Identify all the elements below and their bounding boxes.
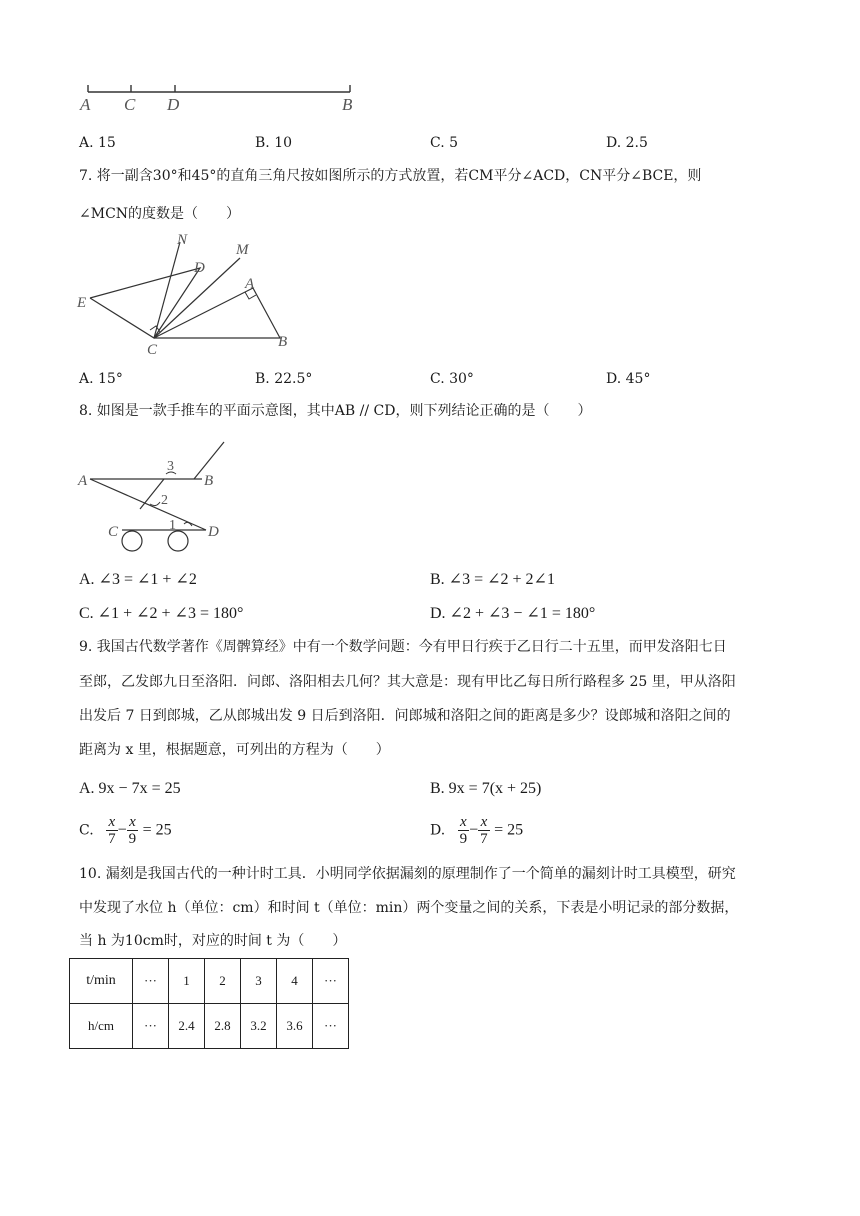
q7-question-line-2: ∠MCN的度数是（ ） (79, 206, 241, 222)
q7-option-a[interactable]: A. 15° (79, 371, 123, 387)
q8-label-c: C (108, 524, 119, 540)
q9-question-line-1: 9. 我国古代数学著作《周髀算经》中有一个数学问题：今有甲日行疾于乙日行二十五里，而甲发洛阳七日 (79, 639, 727, 655)
q8-label-2: 2 (161, 493, 168, 508)
table-row (70, 959, 349, 1004)
q10-row1-cell: 4 (277, 959, 313, 1004)
q9-question-line-4: 距离为 x 里，根据题意，可列出的方程为（ ） (79, 742, 390, 758)
q6-point-a: A (80, 95, 91, 114)
q9-option-c-rhs: = 25 (142, 821, 172, 839)
q9-option-c-label: C. (79, 822, 94, 839)
q10-row1-cell: ··· (133, 959, 169, 1004)
q10-row2-cell: 2.4 (169, 1004, 205, 1049)
q9-option-d-rhs: = 25 (494, 821, 524, 839)
q9-question-line-3: 出发后 7 日到郎城，乙从郎城出发 9 日后到洛阳．问郎城和洛阳之间的距离是多少？设郎城和洛阳之间的 (79, 708, 731, 724)
q10-row2-cell: 3.2 (241, 1004, 277, 1049)
q6-option-b[interactable]: B. 10 (255, 135, 293, 151)
q6-number-line-figure (78, 80, 368, 116)
q6-option-d[interactable]: D. 2.5 (606, 135, 648, 151)
q10-row2-cell: 2.8 (205, 1004, 241, 1049)
q7-option-c[interactable]: C. 30° (430, 371, 474, 387)
q8-label-1: 1 (169, 518, 176, 533)
q7-label-n: N (177, 232, 188, 248)
q10-row2-cell: ··· (313, 1004, 349, 1049)
q7-label-b: B (278, 334, 288, 350)
q10-row1-header: t/min (70, 959, 133, 1004)
q9-option-a[interactable]: A. 9x − 7x = 25 (79, 780, 181, 797)
q8-option-a[interactable]: A. ∠3 = ∠1 + ∠2 (79, 571, 197, 588)
q9-question-line-2: 至郎，乙发郎九日至洛阳．问郎、洛阳相去几何？其大意是：现有甲比乙每日所行路程多 25 里，甲从洛阳 (79, 674, 736, 690)
q8-label-a: A (78, 473, 88, 489)
q9-option-d-label: D. (430, 822, 446, 839)
q10-data-table (69, 958, 349, 1049)
table-row (70, 1004, 349, 1049)
q8-option-c[interactable]: C. ∠1 + ∠2 + ∠3 = 180° (79, 605, 244, 622)
q9-option-c[interactable]: C. $\frac{x}{7}$ − $\frac{x}{9}$ = 25 (79, 814, 172, 847)
q9-option-c-frac-1: $\frac{x}{7}$ (108, 814, 116, 847)
q6-point-c: C (124, 95, 136, 114)
q8-question-line-1: 8. 如图是一款手推车的平面示意图，其中AB // CD，则下列结论正确的是（ ） (79, 403, 592, 419)
q9-option-d[interactable]: D. $\frac{x}{9}$ − $\frac{x}{7}$ = 25 (430, 814, 524, 847)
q6-option-a[interactable]: A. 15 (79, 135, 116, 151)
q8-label-d: D (208, 524, 219, 540)
q6-point-b: B (342, 95, 353, 114)
q10-row2-header: h/cm (70, 1004, 133, 1049)
q10-row1-cell: ··· (313, 959, 349, 1004)
q8-option-b[interactable]: B. ∠3 = ∠2 + 2∠1 (430, 571, 555, 588)
q6-option-c[interactable]: C. 5 (430, 135, 459, 151)
q8-option-d[interactable]: D. ∠2 + ∠3 − ∠1 = 180° (430, 605, 596, 622)
q7-label-m: M (236, 242, 249, 258)
q9-option-d-frac-2: $\frac{x}{7}$ (480, 814, 488, 847)
q9-option-c-frac-2: $\frac{x}{9}$ (128, 814, 137, 847)
q7-option-b[interactable]: B. 22.5° (255, 371, 313, 387)
q10-question-line-2: 中发现了水位 h（单位：cm）和时间 t（单位：min）两个变量之间的关系，下表是小明记录的部分数据， (79, 900, 739, 916)
q7-label-e: E (77, 295, 87, 311)
q10-row2-cell: 3.6 (277, 1004, 313, 1049)
q10-row1-cell: 2 (205, 959, 241, 1004)
q10-row1-cell: 3 (241, 959, 277, 1004)
q7-question-line-1: 7. 将一副含30°和45°的直角三角尺按如图所示的方式放置，若CM平分∠ACD，CN平分∠BCE，则 (79, 168, 702, 184)
q10-row1-cell: 1 (169, 959, 205, 1004)
q6-point-d: D (167, 95, 180, 114)
q7-triangle-figure (70, 228, 300, 358)
q8-cart-figure (72, 434, 242, 558)
q7-option-d[interactable]: D. 45° (606, 371, 651, 387)
q8-label-b: B (204, 473, 214, 489)
q10-question-line-1: 10. 漏刻是我国古代的一种计时工具．小明同学依据漏刻的原理制作了一个简单的漏刻计时工具模型，研究 (79, 866, 736, 882)
q7-label-a: A (245, 276, 255, 292)
q7-label-c: C (147, 342, 158, 358)
q9-option-b[interactable]: B. 9x = 7(x + 25) (430, 780, 542, 797)
q10-row2-cell: ··· (133, 1004, 169, 1049)
q9-option-d-frac-1: $\frac{x}{9}$ (459, 814, 468, 847)
q10-question-line-3: 当 h 为10cm时，对应的时间 t 为（ ） (79, 933, 347, 949)
q8-label-3: 3 (167, 459, 174, 474)
q7-label-d: D (194, 260, 205, 276)
